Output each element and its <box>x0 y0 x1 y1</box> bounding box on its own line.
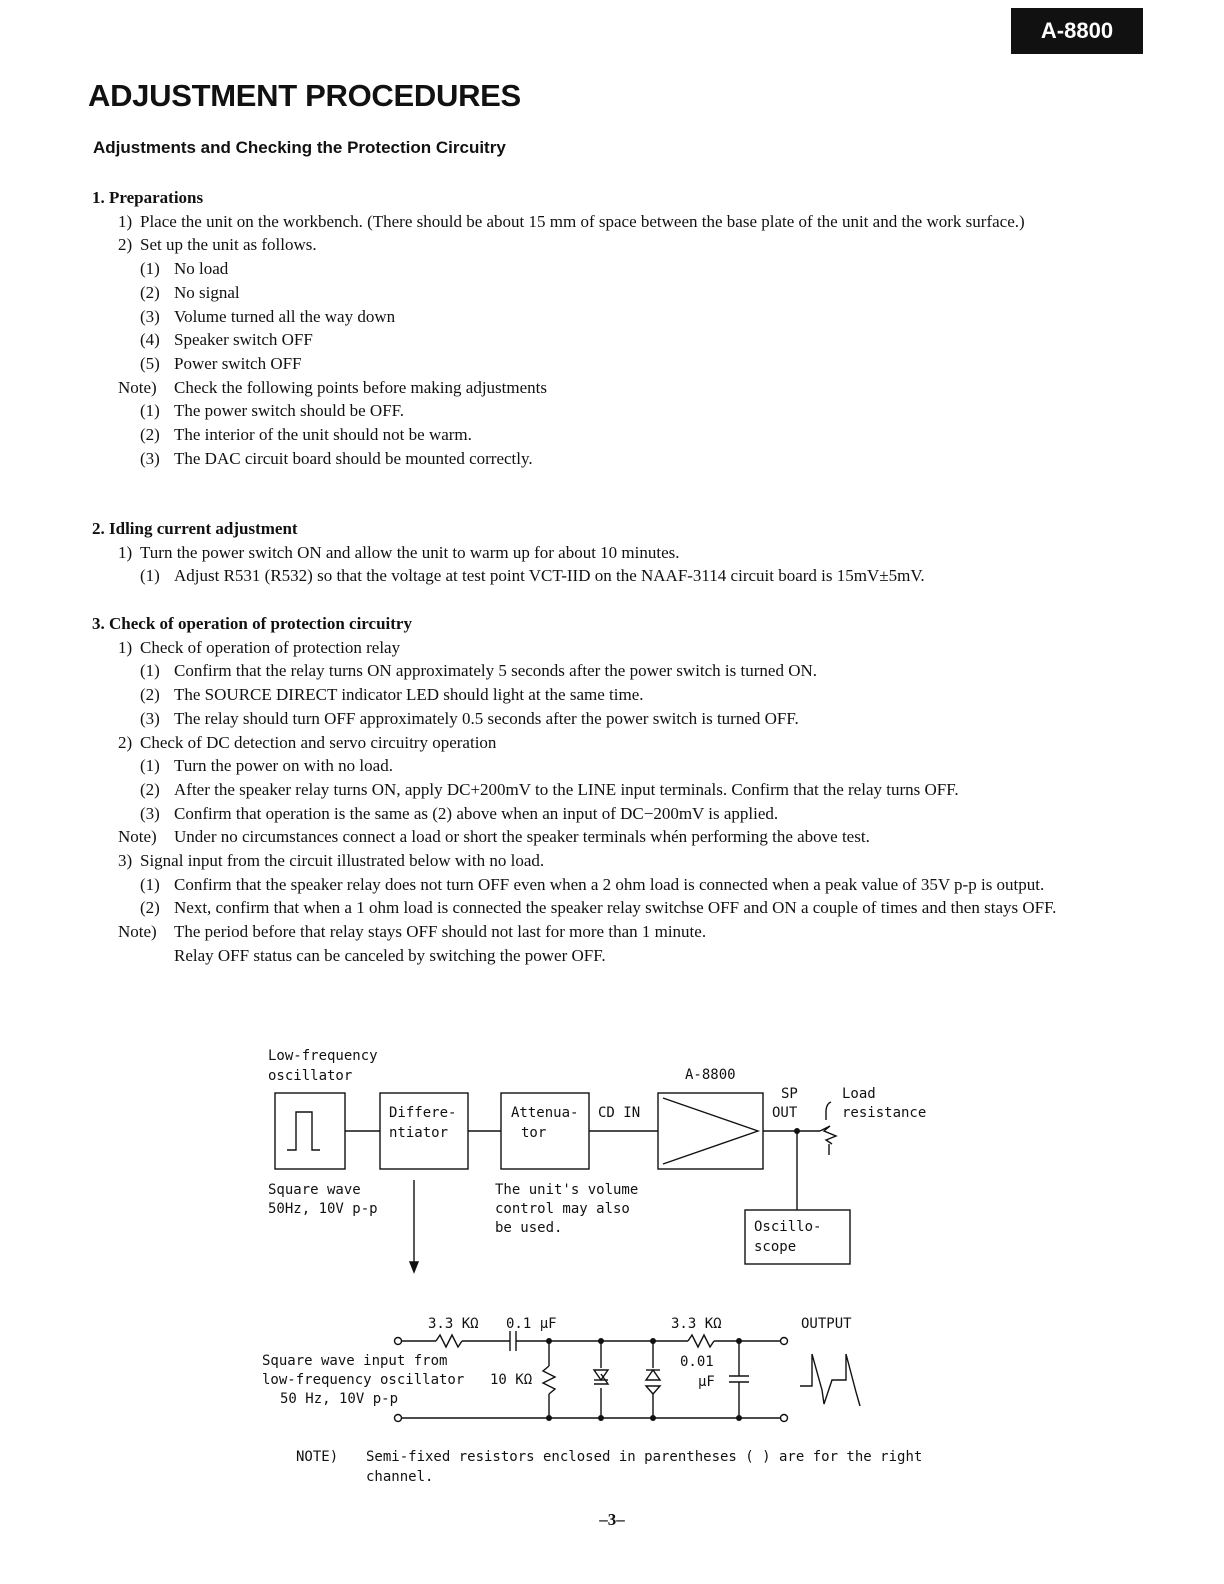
attenuator-label: Attenua- <box>511 1105 579 1121</box>
junction-dot <box>546 1338 552 1344</box>
step-number: 1) <box>118 211 133 231</box>
item-number: (2) <box>140 425 160 445</box>
item-text: Confirm that the speaker relay does not turn OFF even when a 2 ohm load is connected when a peak value of 35V p-p is output. <box>174 874 1045 894</box>
diode-icon <box>646 1370 660 1380</box>
footnote-text: Semi-fixed resistors enclosed in parentheses ( ) are for the right channel. <box>366 1449 923 1485</box>
junction-dot <box>650 1415 656 1421</box>
input-label: Square wave input from <box>262 1353 448 1369</box>
junction-dot <box>736 1415 742 1421</box>
step-number: 2) <box>118 732 133 752</box>
item-number: (3) <box>140 708 160 728</box>
output-waveform-icon <box>800 1354 860 1406</box>
oscilloscope-label: Oscillo- <box>754 1219 822 1235</box>
note-text: Check the following points before making adjustments <box>174 377 547 397</box>
step-number: 2) <box>118 235 133 255</box>
item-text: The SOURCE DIRECT indicator LED should light at the same time. <box>174 685 644 705</box>
resistor-label: 3.3 KΩ <box>428 1316 479 1332</box>
square-wave-label: Square wave <box>268 1182 361 1198</box>
resistor-label: 10 KΩ <box>490 1372 533 1388</box>
page-number: –3– <box>599 1510 625 1529</box>
oscilloscope-label: scope <box>754 1239 797 1255</box>
item-text: Confirm that operation is the same as (2) above when an input of DC−200mV is applied. <box>174 803 779 823</box>
junction-dot <box>598 1415 604 1421</box>
item-text: No signal <box>174 282 240 302</box>
step-text: Set up the unit as follows. <box>140 235 317 255</box>
section-title: 1. Preparations <box>92 188 204 207</box>
item-number: (5) <box>140 353 160 373</box>
capacitor-label: 0.01 <box>680 1354 714 1370</box>
item-number: (1) <box>140 259 160 279</box>
out-label: OUT <box>772 1105 798 1121</box>
item-text: Volume turned all the way down <box>174 306 396 326</box>
oscillator-label: Low-frequency <box>268 1048 378 1064</box>
resistor-icon <box>543 1366 555 1394</box>
capacitor-label: 0.1 μF <box>506 1316 557 1332</box>
sp-label: SP <box>781 1086 798 1102</box>
input-label: low-frequency oscillator <box>262 1372 465 1388</box>
input-label: 50 Hz, 10V p-p <box>280 1391 399 1407</box>
junction-dot <box>598 1338 604 1344</box>
resistor-icon <box>688 1335 714 1347</box>
item-text: Turn the power on with no load. <box>174 756 393 776</box>
differentiator-label: Differe- <box>389 1105 457 1121</box>
load-label: Load <box>842 1086 876 1102</box>
subtitle: Adjustments and Checking the Protection Circuitry <box>93 138 506 157</box>
unit-label: A-8800 <box>685 1067 736 1083</box>
note-text: The period before that relay stays OFF should not last for more than 1 minute. <box>174 922 707 942</box>
junction-dot <box>650 1338 656 1344</box>
load-resistor-icon <box>820 1126 836 1144</box>
item-number: (3) <box>140 448 160 468</box>
item-text: After the speaker relay turns ON, apply DC+200mV to the LINE input terminals. Confirm that the relay turns OFF. <box>174 779 959 799</box>
amplifier-icon <box>663 1098 758 1164</box>
junction-dot <box>794 1128 800 1134</box>
item-number: (1) <box>140 756 160 776</box>
step-text: Check of operation of protection relay <box>140 637 401 657</box>
load-label: resistance <box>842 1105 927 1121</box>
section-title: 3. Check of operation of protection circuitry <box>92 614 412 633</box>
step-text: Signal input from the circuit illustrated below with no load. <box>140 851 545 871</box>
item-text: The interior of the unit should not be warm. <box>174 425 472 445</box>
differentiator-circuit <box>395 1331 861 1422</box>
item-text: Adjust R531 (R532) so that the voltage at test point VCT-IID on the NAAF-3114 circuit board is 15mV±5mV. <box>174 566 925 586</box>
input-terminal <box>395 1338 402 1345</box>
item-text: No load <box>174 259 229 279</box>
volume-note: be used. <box>495 1220 563 1236</box>
square-wave-label: 50Hz, 10V p-p <box>268 1201 378 1217</box>
item-number: (1) <box>140 661 160 681</box>
circuit-labels <box>262 1316 852 1407</box>
note-label: Note) <box>118 377 157 397</box>
output-terminal <box>781 1415 788 1422</box>
input-terminal <box>395 1415 402 1422</box>
item-number: (1) <box>140 874 160 894</box>
oscillator-label: oscillator <box>268 1068 353 1084</box>
section-title: 2. Idling current adjustment <box>92 519 298 538</box>
model-badge: A-8800 <box>1011 8 1143 54</box>
cd-in-label: CD IN <box>598 1105 641 1121</box>
note-label: Note) <box>118 922 157 942</box>
oscillator-box <box>275 1093 345 1169</box>
resistor-label: 3.3 KΩ <box>671 1316 722 1332</box>
page-title: ADJUSTMENT PROCEDURES <box>88 78 521 113</box>
item-number: (2) <box>140 898 160 918</box>
item-text: The DAC circuit board should be mounted correctly. <box>174 448 533 468</box>
item-text: The power switch should be OFF. <box>174 401 405 421</box>
item-number: (4) <box>140 330 160 350</box>
item-number: (3) <box>140 803 160 823</box>
item-number: (1) <box>140 566 160 586</box>
step-text: Check of DC detection and servo circuitry operation <box>140 732 497 752</box>
item-text: Power switch OFF <box>174 353 302 373</box>
junction-dot <box>736 1338 742 1344</box>
item-text: Next, confirm that when a 1 ohm load is connected the speaker relay switchse OFF and ON a couple of times and then stays OFF. <box>174 898 1057 918</box>
item-number: (2) <box>140 282 160 302</box>
resistor-icon <box>436 1335 462 1347</box>
capacitor-label: μF <box>698 1374 715 1390</box>
step-text: Turn the power switch ON and allow the unit to warm up for about 10 minutes. <box>140 542 680 562</box>
footnote-label: NOTE) <box>296 1449 339 1465</box>
differentiator-label: ntiator <box>389 1125 449 1141</box>
step-number: 1) <box>118 637 133 657</box>
volume-note: The unit's volume <box>495 1182 639 1198</box>
step-number: 3) <box>118 851 133 871</box>
item-number: (3) <box>140 306 160 326</box>
note-continuation: Relay OFF status can be canceled by switching the power OFF. <box>174 945 606 965</box>
unit-box <box>658 1093 763 1169</box>
note-text: Under no circumstances connect a load or short the speaker terminals whén performing the above test. <box>174 827 870 847</box>
item-number: (1) <box>140 401 160 421</box>
square-pulse-icon <box>287 1112 320 1150</box>
item-number: (2) <box>140 685 160 705</box>
item-text: Confirm that the relay turns ON approximately 5 seconds after the power switch is turned ON. <box>174 661 818 681</box>
output-terminal <box>781 1338 788 1345</box>
volume-note: control may also <box>495 1201 630 1217</box>
step-text: Place the unit on the workbench. (There should be about 15 mm of space between the base plate of the unit and the work surface.) <box>140 211 1025 231</box>
attenuator-label: tor <box>521 1125 547 1141</box>
note-label: Note) <box>118 827 157 847</box>
output-label: OUTPUT <box>801 1316 852 1332</box>
step-number: 1) <box>118 542 133 562</box>
item-text: Speaker switch OFF <box>174 330 313 350</box>
junction-dot <box>546 1415 552 1421</box>
item-text: The relay should turn OFF approximately 0.5 seconds after the power switch is turned OFF. <box>174 708 799 728</box>
block-diagram-labels <box>268 1048 926 1255</box>
item-number: (2) <box>140 779 160 799</box>
